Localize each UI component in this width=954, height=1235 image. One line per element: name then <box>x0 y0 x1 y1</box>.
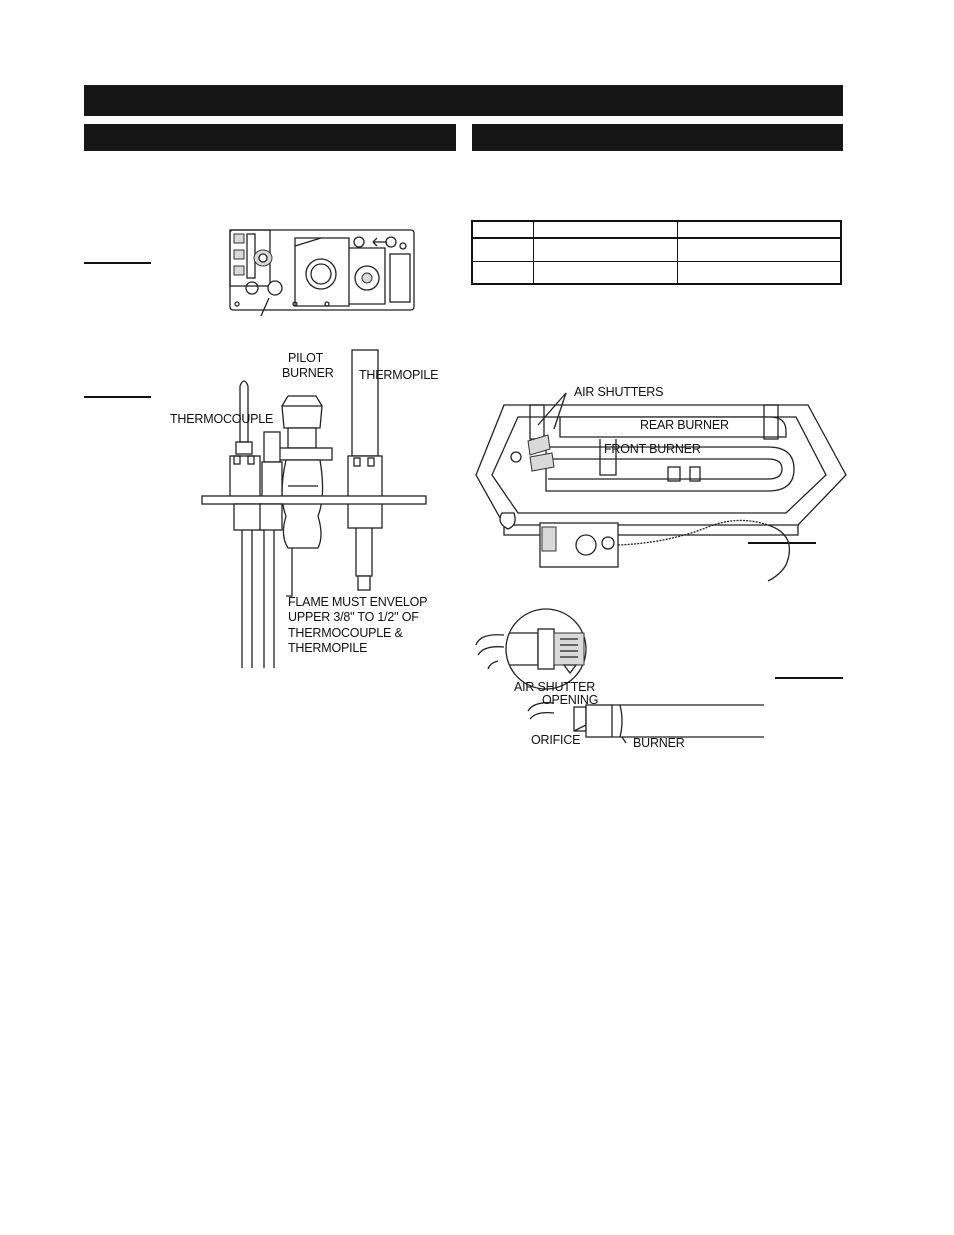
table-cell <box>534 261 678 284</box>
left-section-header-bar <box>84 124 456 151</box>
table-row <box>472 221 841 238</box>
figure-caption-rule-4 <box>775 677 843 679</box>
main-header-bar <box>84 85 843 116</box>
flame-note-line1: FLAME MUST ENVELOP <box>288 595 428 609</box>
table-row <box>472 238 841 261</box>
flame-note-line4: THERMOPILE <box>288 641 368 655</box>
table-cell <box>472 261 534 284</box>
table-cell <box>678 238 842 261</box>
gas-valve-illustration <box>225 226 419 318</box>
pilot-burner-label-line1: PILOT <box>288 351 324 365</box>
table-row <box>472 261 841 284</box>
air-shutters-label: AIR SHUTTERS <box>574 385 664 399</box>
air-shutter-opening-label-line2: OPENING <box>542 693 599 707</box>
thermopile-label: THERMOPILE <box>359 368 439 382</box>
table-cell <box>472 221 534 238</box>
table-cell <box>472 238 534 261</box>
burner-label: BURNER <box>633 736 685 750</box>
table-cell <box>678 221 842 238</box>
air-shutter-opening-label-line1: AIR SHUTTER <box>514 680 596 694</box>
orifice-label: ORIFICE <box>531 733 581 747</box>
figure-caption-rule-1 <box>84 262 151 264</box>
table-cell <box>534 221 678 238</box>
air-shutter-detail-illustration <box>474 605 764 749</box>
right-section-header-bar <box>472 124 843 151</box>
rear-burner-label: REAR BURNER <box>640 418 729 432</box>
table-cell <box>534 238 678 261</box>
front-burner-label: FRONT BURNER <box>604 442 701 456</box>
table-cell <box>678 261 842 284</box>
gas-spec-table <box>471 220 842 285</box>
figure-caption-rule-2 <box>84 396 151 398</box>
pilot-burner-label-line2: BURNER <box>282 366 334 380</box>
flame-note-line2: UPPER 3/8" TO 1/2" OF <box>288 610 419 624</box>
thermocouple-label: THERMOCOUPLE <box>170 412 274 426</box>
flame-note-line3: THERMOCOUPLE & <box>288 626 403 640</box>
